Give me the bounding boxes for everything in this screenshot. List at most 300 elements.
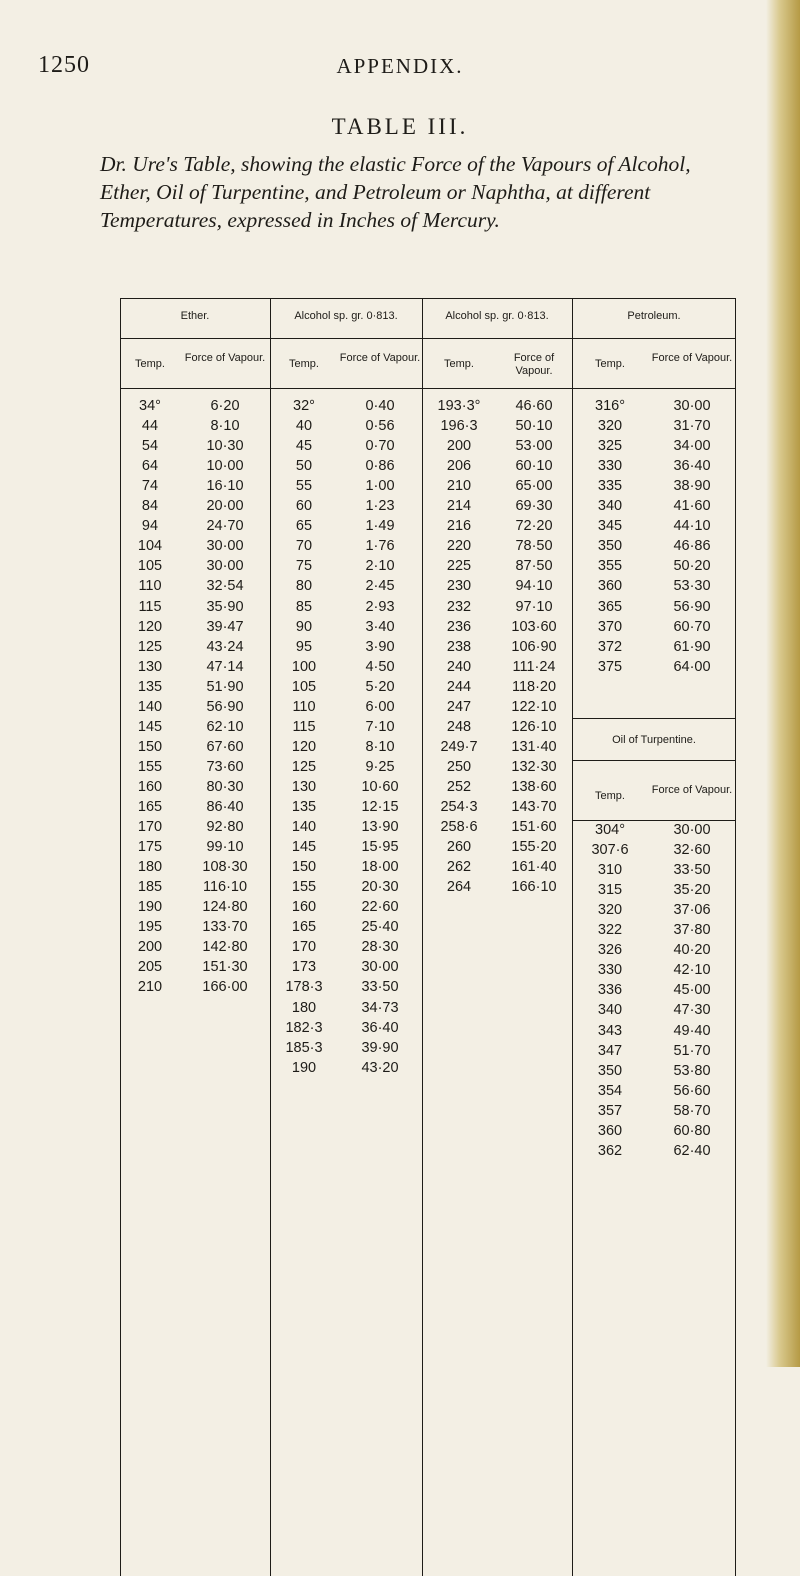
temp-cell: 264 (446, 879, 472, 896)
temp-cell: 65 (295, 518, 313, 535)
temp-cell: 262 (446, 859, 472, 876)
force-cell: 138·60 (511, 778, 557, 795)
turpentine-row (572, 902, 736, 922)
temp-cell: 32° (293, 398, 315, 414)
temp-cell: 193·3° (437, 398, 481, 414)
force-cell: 34·73 (361, 999, 399, 1016)
ether-row (120, 578, 270, 598)
force-cell: 108·30 (202, 859, 248, 876)
turpentine-subheader-rule (572, 820, 736, 821)
temp-cell: 320 (597, 902, 623, 919)
temp-cell: 150 (291, 859, 317, 876)
force-cell: 72·20 (515, 518, 553, 535)
temp-cell: 240 (446, 658, 472, 675)
force-cell: 38·90 (673, 478, 711, 495)
temp-cell: 220 (446, 538, 472, 555)
temp-cell: 160 (137, 778, 163, 795)
petroleum-row (572, 458, 736, 478)
temp-cell: 250 (446, 758, 472, 775)
temp-cell: 322 (597, 922, 623, 939)
force-cell: 22·60 (361, 899, 399, 916)
temp-cell: 196·3 (440, 418, 478, 435)
turpentine-row (572, 982, 736, 1002)
force-cell: 30·00 (206, 538, 244, 555)
alcohol2-row (422, 438, 572, 458)
force-cell: 0·70 (365, 438, 395, 455)
turpentine-row (572, 922, 736, 942)
force-cell: 35·90 (206, 598, 244, 615)
temp-cell: 362 (597, 1142, 623, 1159)
temp-cell: 120 (291, 738, 317, 755)
force-cell: 15·95 (361, 839, 399, 856)
temp-cell: 160 (291, 899, 317, 916)
temp-cell: 336 (597, 982, 623, 999)
temp-cell: 125 (291, 758, 317, 775)
alcohol1-row (270, 458, 422, 478)
temp-cell: 115 (292, 718, 316, 735)
force-cell: 1·23 (365, 498, 395, 515)
alcohol1-row (270, 558, 422, 578)
temp-cell: 105 (291, 678, 317, 695)
ether-force-heading: Force of Vapour. (184, 352, 266, 364)
alcohol1-row (270, 959, 422, 979)
alcohol2-row (422, 819, 572, 839)
force-cell: 166·10 (511, 879, 557, 896)
turpentine-row (572, 1123, 736, 1143)
temp-cell: 316° (595, 398, 625, 414)
temp-cell: 130 (137, 658, 163, 675)
ether-row (120, 438, 270, 458)
force-cell: 10·60 (361, 778, 399, 795)
force-cell: 50·10 (515, 418, 553, 435)
force-cell: 30·00 (206, 558, 244, 575)
force-cell: 1·49 (365, 518, 395, 535)
force-cell: 32·60 (673, 842, 711, 859)
force-cell: 49·40 (673, 1022, 711, 1039)
force-cell: 3·90 (365, 638, 395, 655)
force-cell: 78·50 (515, 538, 553, 555)
temp-cell: 75 (295, 558, 313, 575)
turpentine-row (572, 1023, 736, 1043)
temp-cell: 354 (597, 1082, 623, 1099)
temp-cell: 170 (137, 819, 163, 836)
force-cell: 47·14 (206, 658, 244, 675)
force-cell: 2·10 (365, 558, 395, 575)
temp-cell: 372 (597, 638, 623, 655)
ether-row (120, 679, 270, 699)
temp-cell: 326 (597, 942, 623, 959)
alcohol1-row (270, 478, 422, 498)
alcohol2-temp-heading: Temp. (444, 358, 474, 370)
temp-cell: 120 (137, 618, 163, 635)
temp-cell: 95 (295, 638, 313, 655)
alcohol1-force-heading: Force of Vapour. (339, 352, 421, 364)
temp-cell: 130 (291, 778, 317, 795)
force-cell: 43·20 (361, 1059, 399, 1076)
petroleum-group (572, 298, 736, 1576)
force-cell: 30·00 (673, 822, 711, 838)
alcohol1-row (270, 739, 422, 759)
force-cell: 99·10 (206, 839, 244, 856)
force-cell: 155·20 (511, 839, 557, 856)
ether-row (120, 538, 270, 558)
temp-cell: 355 (597, 558, 623, 575)
turpentine-row (572, 962, 736, 982)
force-cell: 34·00 (673, 438, 711, 455)
force-cell: 122·10 (511, 698, 557, 715)
temp-cell: 190 (291, 1059, 317, 1076)
temp-cell: 90 (295, 618, 313, 635)
force-cell: 53·80 (673, 1062, 711, 1079)
ether-row (120, 959, 270, 979)
alcohol2-row (422, 599, 572, 619)
force-cell: 16·10 (206, 478, 244, 495)
turpentine-row (572, 1083, 736, 1103)
vapour-table (120, 298, 736, 1576)
temp-cell: 370 (597, 618, 623, 635)
turpentine-row (572, 1103, 736, 1123)
ether-row (120, 619, 270, 639)
temp-cell: 216 (446, 518, 472, 535)
force-cell: 97·10 (515, 598, 553, 615)
temp-cell: 60 (295, 498, 313, 515)
alcohol1-row (270, 1020, 422, 1040)
temp-cell: 110 (138, 578, 162, 595)
turpentine-top-rule (572, 718, 736, 719)
alcohol1-row (270, 679, 422, 699)
temp-cell: 335 (597, 478, 623, 495)
alcohol2-row (422, 739, 572, 759)
temp-cell: 210 (446, 478, 472, 495)
alcohol1-row (270, 979, 422, 999)
force-cell: 61·90 (673, 638, 711, 655)
alcohol1-row (270, 639, 422, 659)
temp-cell: 244 (446, 678, 472, 695)
force-cell: 13·90 (361, 819, 399, 836)
temp-cell: 258·6 (440, 819, 478, 836)
alcohol1-row (270, 859, 422, 879)
temp-cell: 40 (295, 418, 313, 435)
temp-cell: 155 (137, 758, 163, 775)
alcohol1-row (270, 1060, 422, 1080)
alcohol2-row (422, 578, 572, 598)
ether-row (120, 879, 270, 899)
alcohol1-row (270, 699, 422, 719)
alcohol1-group (270, 298, 422, 1576)
running-head: APPENDIX. (336, 54, 464, 78)
alcohol2-row (422, 779, 572, 799)
alcohol1-row (270, 599, 422, 619)
alcohol1-row (270, 839, 422, 859)
petroleum-row (572, 478, 736, 498)
alcohol1-row (270, 659, 422, 679)
force-cell: 20·30 (361, 879, 399, 896)
temp-cell: 357 (597, 1102, 623, 1119)
ether-temp-heading: Temp. (135, 358, 165, 370)
ether-row (120, 659, 270, 679)
force-cell: 20·00 (206, 498, 244, 515)
force-cell: 53·00 (515, 438, 553, 455)
force-cell: 1·76 (365, 538, 395, 555)
turpentine-row (572, 1063, 736, 1083)
force-cell: 126·10 (511, 718, 557, 735)
alcohol1-row (270, 538, 422, 558)
temp-cell: 135 (137, 678, 163, 695)
turpentine-heading: Oil of Turpentine. (612, 734, 696, 746)
force-cell: 3·40 (365, 618, 395, 635)
turpentine-row (572, 1002, 736, 1022)
temp-cell: 325 (597, 438, 623, 455)
temp-cell: 343 (597, 1022, 623, 1039)
force-cell: 6·00 (365, 698, 395, 715)
ether-row (120, 558, 270, 578)
force-cell: 30·00 (361, 959, 399, 976)
force-cell: 1·00 (365, 478, 395, 495)
force-cell: 33·50 (673, 862, 711, 879)
ether-row (120, 599, 270, 619)
turpentine-row (572, 882, 736, 902)
temp-cell: 190 (137, 899, 163, 916)
force-cell: 24·70 (206, 518, 244, 535)
alcohol2-row (422, 498, 572, 518)
force-cell: 4·50 (365, 658, 395, 675)
temp-cell: 178·3 (285, 979, 323, 996)
alcohol2-row (422, 619, 572, 639)
alcohol1-row (270, 939, 422, 959)
force-cell: 10·00 (206, 458, 244, 475)
temp-cell: 185·3 (285, 1039, 323, 1056)
force-cell: 92·80 (206, 819, 244, 836)
temp-cell: 55 (295, 478, 313, 495)
force-cell: 9·25 (365, 758, 395, 775)
force-cell: 116·10 (202, 879, 248, 896)
temp-cell: 225 (446, 558, 472, 575)
temp-cell: 214 (446, 498, 472, 515)
temp-cell: 125 (137, 638, 163, 655)
turpentine-row (572, 822, 736, 842)
temp-cell: 340 (597, 498, 623, 515)
force-cell: 56·90 (673, 598, 711, 615)
alcohol2-row (422, 859, 572, 879)
force-cell: 8·10 (365, 738, 395, 755)
temp-cell: 340 (597, 1002, 623, 1019)
force-cell: 46·60 (515, 398, 553, 414)
ether-row (120, 719, 270, 739)
temp-cell: 155 (291, 879, 317, 896)
turpentine-row (572, 862, 736, 882)
alcohol1-row (270, 398, 422, 418)
ether-row (120, 899, 270, 919)
petroleum-temp-heading: Temp. (595, 358, 625, 370)
alcohol1-row (270, 719, 422, 739)
force-cell: 58·70 (673, 1102, 711, 1119)
force-cell: 60·10 (515, 458, 553, 475)
alcohol2-row (422, 639, 572, 659)
force-cell: 69·30 (515, 498, 553, 515)
force-cell: 50·20 (673, 558, 711, 575)
force-cell: 56·90 (206, 698, 244, 715)
temp-cell: 248 (446, 718, 472, 735)
turpentine-row (572, 1043, 736, 1063)
force-cell: 133·70 (202, 919, 248, 936)
temp-cell: 347 (597, 1042, 623, 1059)
force-cell: 6·20 (210, 398, 240, 414)
force-cell: 64·00 (673, 658, 711, 675)
temp-cell: 44 (141, 418, 159, 435)
ether-row (120, 699, 270, 719)
ether-row (120, 418, 270, 438)
alcohol1-row (270, 779, 422, 799)
ether-group (120, 298, 270, 1576)
alcohol2-row (422, 679, 572, 699)
temp-cell: 236 (446, 618, 472, 635)
alcohol1-row (270, 438, 422, 458)
ether-row (120, 939, 270, 959)
turpentine-temp-heading: Temp. (595, 790, 625, 802)
page-number: 1250 (38, 52, 90, 78)
temp-cell: 115 (138, 598, 162, 615)
temp-cell: 375 (597, 658, 623, 675)
temp-cell: 345 (597, 518, 623, 535)
force-cell: 111·24 (512, 658, 556, 675)
petroleum-row (572, 538, 736, 558)
temp-cell: 140 (291, 819, 317, 836)
temp-cell: 84 (141, 498, 159, 515)
force-cell: 41·60 (673, 498, 711, 515)
ether-row (120, 979, 270, 999)
temp-cell: 104 (137, 538, 163, 555)
force-cell: 118·20 (511, 678, 557, 695)
force-cell: 36·40 (673, 458, 711, 475)
page-edge-shadow (766, 0, 800, 1367)
force-cell: 86·40 (206, 799, 244, 815)
alcohol2-force-heading: Force of Vapour. (513, 352, 555, 377)
force-cell: 39·90 (361, 1039, 399, 1056)
alcohol2-row (422, 538, 572, 558)
petroleum-row (572, 639, 736, 659)
alcohol2-heading: Alcohol sp. gr. 0·813. (445, 310, 549, 322)
temp-cell: 182·3 (285, 1019, 323, 1036)
force-cell: 65·00 (515, 478, 553, 495)
force-cell: 142·80 (202, 939, 248, 956)
force-cell: 166·00 (202, 979, 248, 996)
alcohol1-row (270, 919, 422, 939)
force-cell: 143·70 (511, 799, 557, 815)
temp-cell: 34° (139, 398, 161, 414)
force-cell: 161·40 (511, 859, 557, 876)
temp-cell: 365 (597, 598, 623, 615)
petroleum-row (572, 578, 736, 598)
alcohol2-group (422, 298, 572, 1576)
turpentine-row (572, 1143, 736, 1163)
force-cell: 5·20 (365, 678, 395, 695)
temp-cell: 94 (141, 518, 159, 535)
table-title: TABLE III. (331, 114, 469, 139)
ether-row (120, 839, 270, 859)
force-cell: 43·24 (206, 638, 244, 655)
temp-cell: 150 (137, 738, 163, 755)
force-cell: 28·30 (361, 939, 399, 956)
temp-cell: 307·6 (591, 842, 629, 859)
force-cell: 80·30 (206, 778, 244, 795)
force-cell: 36·40 (361, 1019, 399, 1036)
temp-cell: 232 (446, 598, 472, 615)
force-cell: 60·70 (673, 618, 711, 635)
ether-row (120, 639, 270, 659)
alcohol1-row (270, 619, 422, 639)
temp-cell: 304° (595, 822, 625, 838)
temp-cell: 200 (446, 438, 472, 455)
alcohol2-row (422, 699, 572, 719)
temp-cell: 315 (597, 882, 623, 899)
turpentine-row (572, 942, 736, 962)
page-header (0, 52, 800, 92)
ether-row (120, 859, 270, 879)
temp-cell: 200 (137, 939, 163, 956)
ether-heading: Ether. (180, 310, 210, 322)
alcohol2-row (422, 418, 572, 438)
force-cell: 30·00 (673, 398, 711, 414)
temp-cell: 185 (137, 879, 163, 896)
force-cell: 0·56 (365, 418, 395, 435)
temp-cell: 249·7 (440, 738, 478, 755)
alcohol1-temp-heading: Temp. (289, 358, 319, 370)
petroleum-force-heading: Force of Vapour. (651, 352, 733, 364)
temp-cell: 105 (137, 558, 163, 575)
force-cell: 12·15 (361, 799, 399, 815)
alcohol1-row (270, 879, 422, 899)
temp-cell: 80 (295, 578, 313, 595)
force-cell: 53·30 (673, 578, 711, 595)
temp-cell: 205 (137, 959, 163, 976)
force-cell: 124·80 (202, 899, 248, 916)
ether-row (120, 779, 270, 799)
alcohol1-row (270, 759, 422, 779)
temp-cell: 100 (291, 658, 317, 675)
force-cell: 35·20 (673, 882, 711, 899)
force-cell: 10·30 (206, 438, 244, 455)
force-cell: 25·40 (361, 919, 399, 936)
temp-cell: 260 (446, 839, 472, 856)
alcohol1-row (270, 1000, 422, 1020)
petroleum-heading: Petroleum. (627, 310, 681, 322)
petroleum-row (572, 619, 736, 639)
temp-cell: 165 (291, 919, 317, 936)
temp-cell: 170 (291, 939, 317, 956)
temp-cell: 64 (141, 458, 159, 475)
temp-cell: 330 (597, 458, 623, 475)
temp-cell: 252 (446, 778, 472, 795)
force-cell: 73·60 (206, 758, 244, 775)
temp-cell: 135 (291, 799, 317, 815)
force-cell: 39·47 (206, 618, 244, 635)
force-cell: 151·60 (511, 819, 557, 836)
force-cell: 151·30 (202, 959, 248, 976)
temp-cell: 50 (295, 458, 313, 475)
temp-cell: 145 (291, 839, 317, 856)
force-cell: 46·86 (673, 538, 711, 555)
temp-cell: 74 (141, 478, 159, 495)
alcohol2-row (422, 478, 572, 498)
ether-row (120, 799, 270, 819)
force-cell: 45·00 (673, 982, 711, 999)
alcohol2-row (422, 879, 572, 899)
force-cell: 132·30 (511, 758, 557, 775)
ether-row (120, 458, 270, 478)
temp-cell: 230 (446, 578, 472, 595)
alcohol2-row (422, 518, 572, 538)
force-cell: 67·60 (206, 738, 244, 755)
